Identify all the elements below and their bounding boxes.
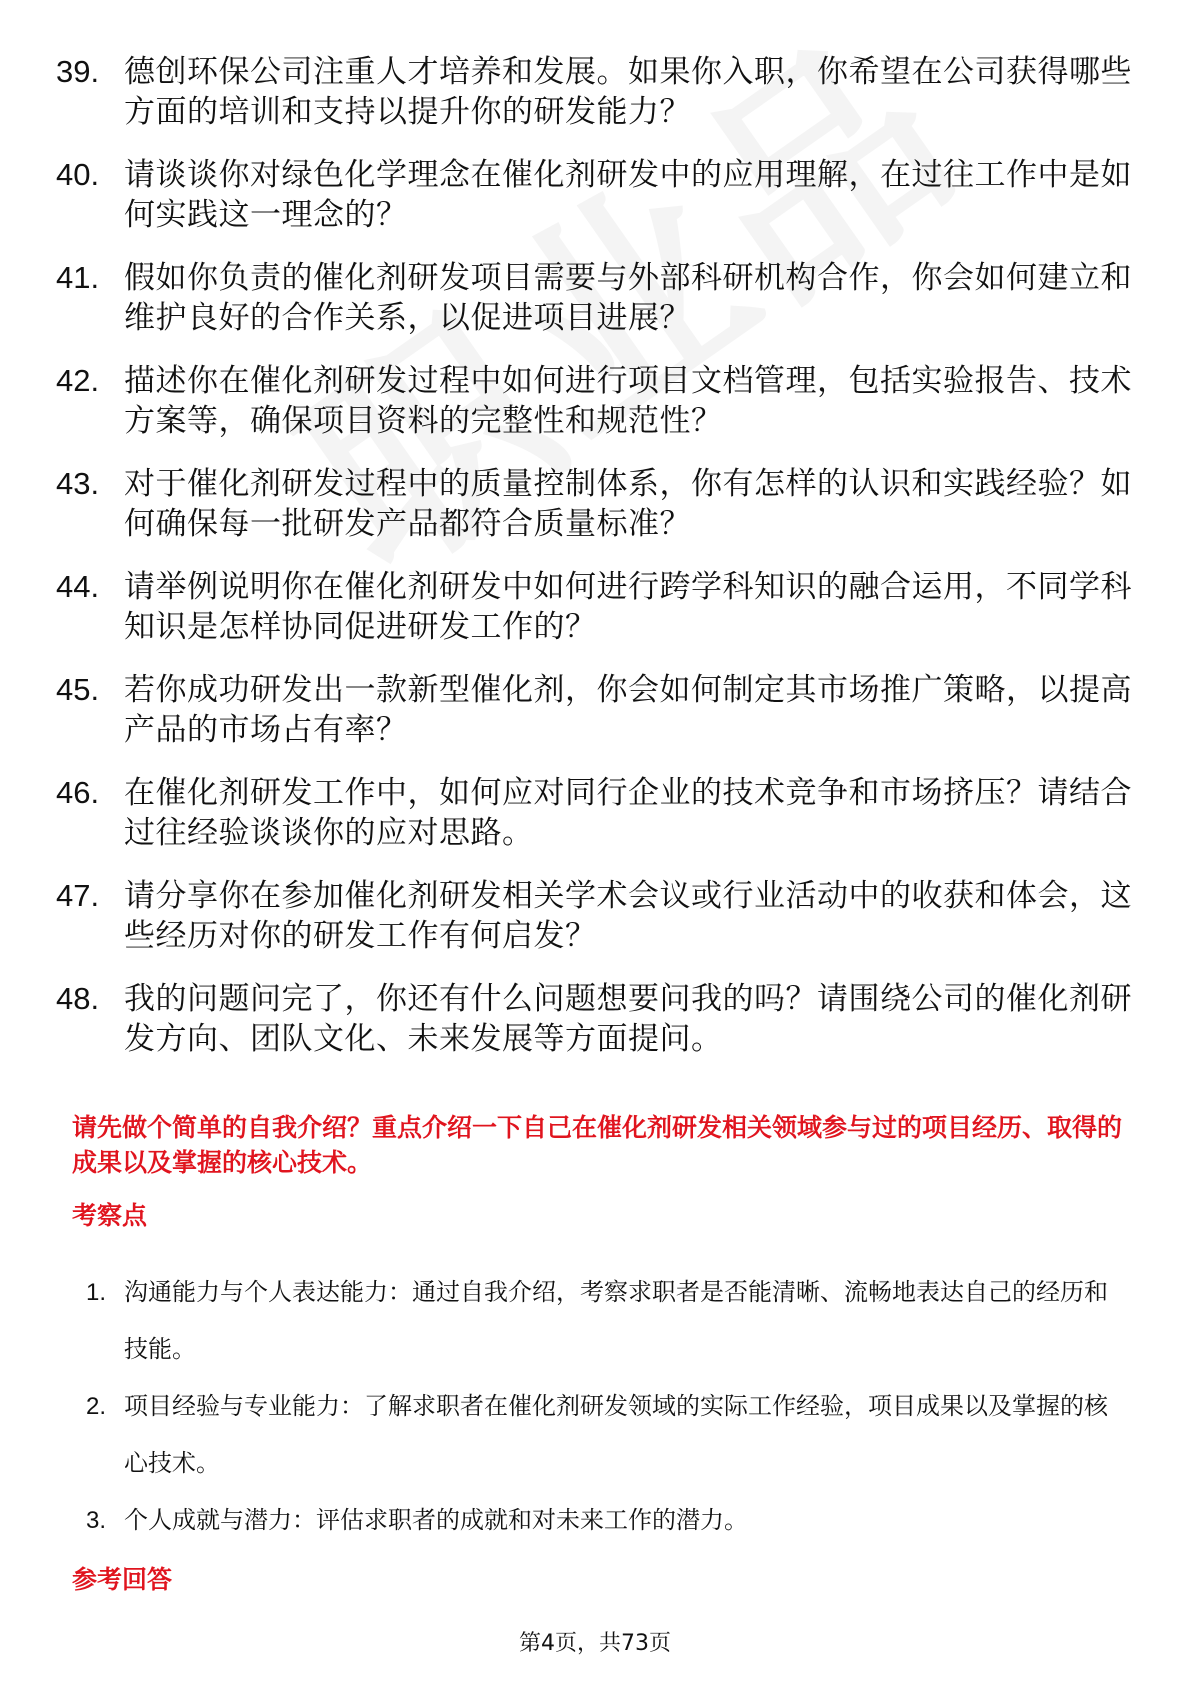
- question-text: 请分享你在参加催化剂研发相关学术会议或行业活动中的收获和体会，这些经历对你的研发工作有何启发？: [124, 878, 1132, 954]
- question-text: 德创环保公司注重人才培养和发展。如果你入职，你希望在公司获得哪些方面的培训和支持以提升你的研发能力？: [124, 54, 1132, 130]
- question-list: [56, 52, 1136, 1082]
- assessment-points-list: [86, 1264, 1126, 1549]
- question-item: [56, 876, 1136, 956]
- reference-answer-label: 参考回答: [72, 1565, 173, 1594]
- question-item: [56, 773, 1136, 853]
- question-item: [56, 670, 1136, 750]
- question-number: 48.: [56, 981, 100, 1016]
- question-item: [56, 464, 1136, 544]
- question-text: 请举例说明你在催化剂研发中如何进行跨学科知识的融合运用，不同学科知识是怎样协同促进研发工作的？: [124, 569, 1132, 645]
- assessment-point: [86, 1264, 1126, 1378]
- question-number: 43.: [56, 466, 100, 501]
- question-text: 假如你负责的催化剂研发项目需要与外部科研机构合作，你会如何建立和维护良好的合作关系，以促进项目进展？: [124, 260, 1132, 336]
- question-number: 47.: [56, 878, 100, 913]
- question-item: [56, 979, 1136, 1059]
- question-item: [56, 567, 1136, 647]
- assessment-point-text: 项目经验与专业能力：了解求职者在催化剂研发领域的实际工作经验，项目成果以及掌握的核心技术。: [124, 1392, 1108, 1477]
- question-item: [56, 155, 1136, 235]
- assessment-point-text: 沟通能力与个人表达能力：通过自我介绍，考察求职者是否能清晰、流畅地表达自己的经历和技能。: [124, 1278, 1108, 1363]
- question-number: 45.: [56, 672, 100, 707]
- question-text: 若你成功研发出一款新型催化剂，你会如何制定其市场推广策略，以提高产品的市场占有率？: [124, 672, 1132, 748]
- assessment-point: [86, 1378, 1126, 1492]
- question-number: 40.: [56, 157, 100, 192]
- assessment-point-number: 3.: [86, 1507, 107, 1534]
- question-text: 对于催化剂研发过程中的质量控制体系，你有怎样的认识和实践经验？如何确保每一批研发产品都符合质量标准？: [124, 466, 1132, 542]
- question-text: 在催化剂研发工作中，如何应对同行企业的技术竞争和市场挤压？请结合过往经验谈谈你的应对思路。: [124, 775, 1132, 851]
- highlight-question: 请先做个简单的自我介绍？重点介绍一下自己在催化剂研发相关领域参与过的项目经历、取得的成果以及掌握的核心技术。: [72, 1113, 1123, 1177]
- assessment-point-text: 个人成就与潜力：评估求职者的成就和对未来工作的潜力。: [124, 1506, 748, 1534]
- question-number: 46.: [56, 775, 100, 810]
- question-text: 描述你在催化剂研发过程中如何进行项目文档管理，包括实验报告、技术方案等，确保项目资料的完整性和规范性？: [124, 363, 1132, 439]
- question-text: 请谈谈你对绿色化学理念在催化剂研发中的应用理解，在过往工作中是如何实践这一理念的？: [124, 157, 1132, 233]
- question-number: 41.: [56, 260, 100, 295]
- page-footer: 第4页，共73页: [519, 1631, 671, 1656]
- question-item: [56, 361, 1136, 441]
- question-number: 42.: [56, 363, 100, 398]
- question-item: [56, 258, 1136, 338]
- question-number: 39.: [56, 54, 100, 89]
- question-item: [56, 52, 1136, 132]
- question-text: 我的问题问完了，你还有什么问题想要问我的吗？请围绕公司的催化剂研发方向、团队文化、未来发展等方面提问。: [124, 981, 1132, 1057]
- assessment-point-number: 1.: [86, 1279, 107, 1306]
- assessment-point: [86, 1492, 1126, 1549]
- assessment-label: 考察点: [72, 1201, 148, 1230]
- assessment-point-number: 2.: [86, 1393, 107, 1420]
- question-number: 44.: [56, 569, 100, 604]
